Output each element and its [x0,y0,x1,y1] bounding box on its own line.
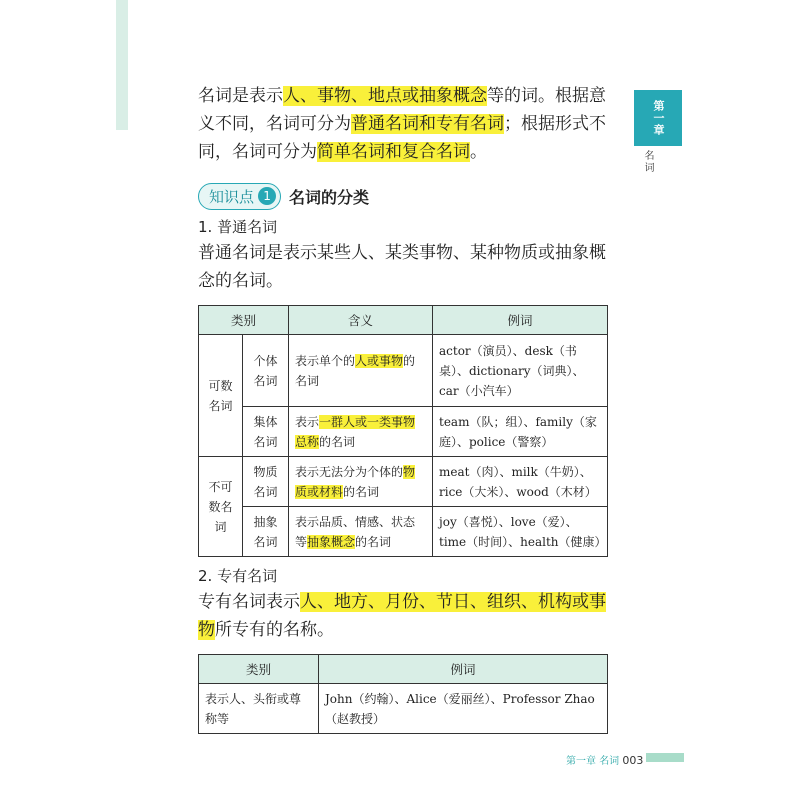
header-category: 类别 [199,306,289,335]
row-type: 集体名词 [243,407,289,457]
knowledge-point-number: 1 [258,187,276,205]
footer-chapter: 第一章 [566,756,596,767]
intro-paragraph: 名词是表示人、事物、地点或抽象概念等的词。根据意义不同，名词可分为普通名词和专有名词；根据形式不同，名词可分为简单名词和复合名词。 [198,86,606,162]
row-examples: meat（肉）、milk（牛奶）、rice（大米）、wood（木材） [433,457,608,507]
footer-decorative-bar [646,753,684,762]
knowledge-point-title: 名词的分类 [289,187,370,207]
proper-noun-table [198,654,608,734]
row-examples: John（约翰）、Alice（爱丽丝）、Professor Zhao（赵教授） [319,684,608,734]
section1-heading: 1. 普通名词 [198,218,278,236]
row-type: 个体名词 [243,335,289,407]
table-header-row [199,306,608,335]
decorative-side-strip [116,0,128,130]
row-examples: actor（演员）、desk（书桌）、dictionary（词典）、car（小汽车） [433,335,608,407]
table-header-row [199,655,608,684]
table-row [199,457,608,507]
section2-description: 专有名词表示人、地方、月份、节日、组织、机构或事物所专有的名称。 [198,592,606,640]
row-examples: team（队；组）、family（家庭）、police（警察） [433,407,608,457]
table-row [199,684,608,734]
table-row [199,335,608,407]
chapter-tab: 第一章 [634,90,682,146]
row-examples: joy（喜悦）、love（爱）、time（时间）、health（健康） [433,507,608,557]
page-content [198,82,612,734]
row-meaning: 表示无法分为个体的物质或材料的名词 [289,457,433,507]
group-uncountable: 不可数名词 [199,457,243,557]
footer-chapter-name: 名词 [599,756,620,767]
group-countable: 可数名词 [199,335,243,457]
page-footer [566,752,643,767]
section1-description: 普通名词是表示某些人、某类事物、某种物质或抽象概念的名词。 [198,243,606,291]
section2-heading: 2. 专有名词 [198,567,278,585]
header-examples: 例词 [433,306,608,335]
row-type: 抽象名词 [243,507,289,557]
row-meaning: 表示品质、情感、状态等抽象概念的名词 [289,507,433,557]
chapter-name: 名词 [642,150,653,174]
page-number: 003 [622,754,644,767]
common-noun-table [198,305,608,557]
knowledge-point-badge: 知识点 1 [198,183,281,210]
row-meaning: 表示一群人或一类事物总称的名词 [289,407,433,457]
header-meaning: 含义 [289,306,433,335]
knowledge-point-header [198,182,612,210]
header-examples: 例词 [319,655,608,684]
row-meaning: 表示单个的人或事物的名词 [289,335,433,407]
row-type: 表示人、头衔或尊称等 [199,684,319,734]
header-category: 类别 [199,655,319,684]
table-row [199,507,608,557]
row-type: 物质名词 [243,457,289,507]
table-row [199,407,608,457]
